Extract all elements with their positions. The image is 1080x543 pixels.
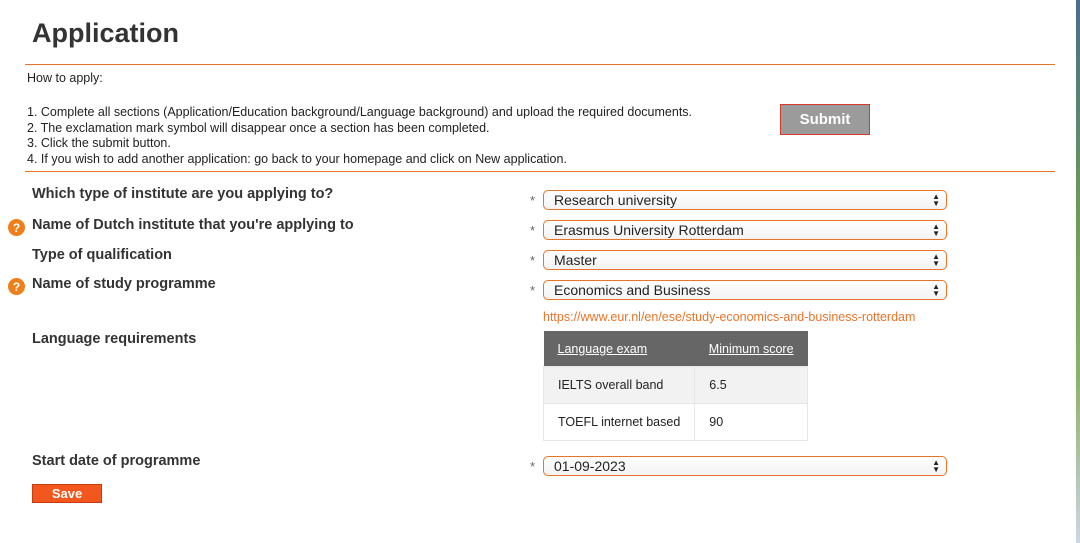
programme-value: Economics and Business [554, 282, 711, 298]
column-header-score[interactable]: Minimum score [695, 331, 808, 367]
select-arrows-icon: ▲ ▼ [932, 222, 940, 238]
page-title: Application [32, 18, 179, 48]
select-arrows-icon: ▲ ▼ [932, 458, 940, 474]
required-asterisk: * [530, 193, 536, 208]
language-requirements-label: Language requirements [32, 331, 197, 347]
start-date-value: 01-09-2023 [554, 458, 626, 474]
score-cell: 90 [695, 404, 808, 441]
institute-type-value: Research university [554, 192, 677, 208]
select-arrows-icon: ▲ ▼ [932, 252, 940, 268]
required-asterisk: * [530, 223, 536, 238]
instruction-step: 1. Complete all sections (Application/Education background/Language background) and upload the required documents. [27, 105, 693, 119]
table-row [544, 404, 808, 441]
institute-name-value: Erasmus University Rotterdam [554, 222, 744, 238]
divider [25, 171, 1055, 172]
start-date-select[interactable] [543, 456, 947, 476]
table-row [544, 367, 808, 404]
language-table [543, 331, 808, 441]
help-icon[interactable]: ? [8, 278, 25, 295]
instruction-step: 2. The exclamation mark symbol will disappear once a section has been completed. [27, 120, 490, 135]
start-date-label: Start date of programme [32, 453, 201, 469]
programme-label: Name of study programme [32, 276, 216, 292]
save-button[interactable]: Save [32, 484, 102, 503]
instructions-heading: How to apply: [27, 71, 103, 85]
window-edge [1076, 0, 1080, 543]
divider [25, 64, 1055, 65]
institute-name-label: Name of Dutch institute that you're applying to [32, 217, 354, 233]
qualification-select[interactable] [543, 250, 947, 270]
help-icon[interactable]: ? [8, 219, 25, 236]
submit-button[interactable]: Submit [780, 104, 870, 135]
required-asterisk: * [530, 459, 536, 474]
table-header-row [544, 331, 808, 367]
institute-type-label: Which type of institute are you applying to? [32, 186, 334, 202]
select-arrows-icon: ▲ ▼ [932, 282, 940, 298]
select-arrows-icon: ▲ ▼ [932, 192, 940, 208]
column-header-exam[interactable]: Language exam [544, 331, 695, 367]
exam-cell: IELTS overall band [544, 367, 695, 404]
required-asterisk: * [530, 283, 536, 298]
instructions-list [27, 105, 692, 167]
programme-link[interactable]: https://www.eur.nl/en/ese/study-economics-and-business-rotterdam [543, 310, 916, 324]
instruction-step: 3. Click the submit button. [27, 136, 171, 150]
instruction-step: 4. If you wish to add another application: go back to your homepage and click on New application. [27, 151, 567, 166]
required-asterisk: * [530, 253, 536, 268]
institute-type-select[interactable] [543, 190, 947, 210]
qualification-value: Master [554, 252, 597, 268]
exam-cell: TOEFL internet based [544, 404, 695, 441]
institute-name-select[interactable] [543, 220, 947, 240]
score-cell: 6.5 [695, 367, 808, 404]
qualification-label: Type of qualification [32, 247, 172, 263]
programme-select[interactable] [543, 280, 947, 300]
